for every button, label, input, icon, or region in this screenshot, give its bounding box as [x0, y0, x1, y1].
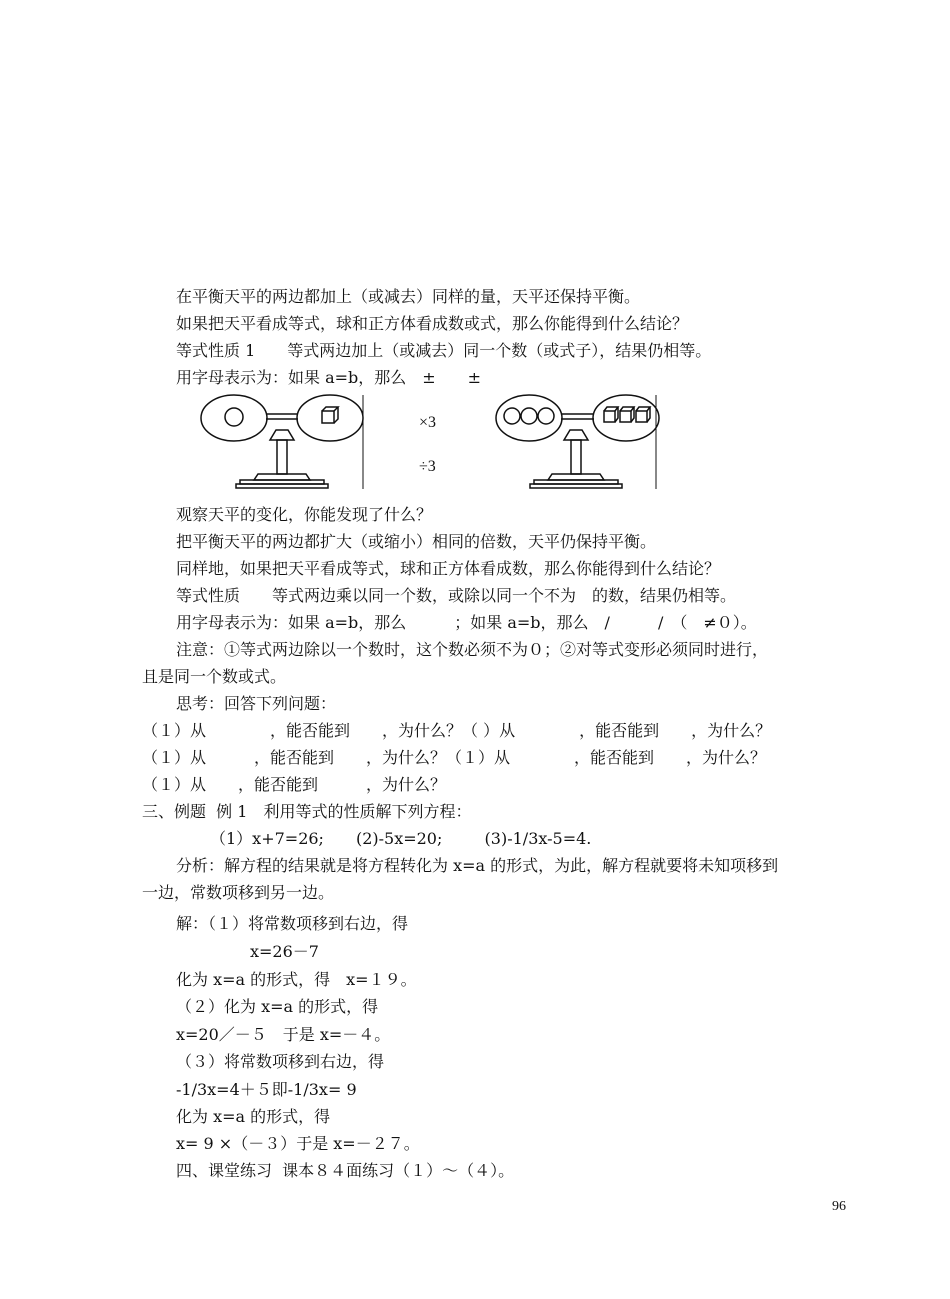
text-line: 分析：解方程的结果就是将方程转化为 x=a 的形式，为此，解方程就要将未知项移到: [176, 856, 779, 875]
text-line: 化为 x=a 的形式，得: [176, 1107, 331, 1126]
ball-icon: [538, 408, 554, 424]
equation-line: -1/3x=4＋５即-1/3x= 9: [176, 1080, 357, 1099]
section-heading: 三、例题 例 1 利用等式的性质解下列方程：: [142, 802, 472, 821]
cube-icon: [322, 407, 338, 423]
text-line: （２）化为 x=a 的形式，得: [176, 997, 379, 1016]
section-heading: 四、课堂练习 课本８４面练习（１）～（４）。: [176, 1161, 515, 1180]
text-line: 一边，常数项移到另一边。: [142, 883, 335, 902]
equation-list: （1）x+7=26; (2)-5x=20; (3)-1/3x-5=4.: [210, 829, 592, 848]
balance-figure: [0, 392, 950, 502]
balance-left: [201, 395, 363, 488]
cube-icon: [604, 407, 618, 422]
multiply-label: ×3: [419, 414, 437, 431]
text-line: 等式性质 等式两边乘以同一个数，或除以同一个不为 的数，结果仍相等。: [176, 586, 737, 605]
cube-icon: [620, 407, 634, 422]
ball-icon: [521, 408, 537, 424]
equation-line: x=20／－５ 于是 x=－４。: [176, 1025, 391, 1044]
text-line: （１）从 ，能否能到 ，为什么？（１）从 ，能否能到 ，为什么？: [142, 748, 767, 767]
text-line: 同样地，如果把天平看成等式，球和正方体看成数，那么你能得到什么结论？: [176, 559, 721, 578]
text-line: 把平衡天平的两边都扩大（或缩小）相同的倍数，天平仍保持平衡。: [176, 532, 657, 551]
text-line: 观察天平的变化，你能发现了什么？: [176, 505, 433, 524]
text-line: 思考：回答下列问题：: [176, 694, 337, 713]
text-line: 解：（１）将常数项移到右边，得: [176, 914, 409, 933]
text-line: （１）从 ，能否能到 ，为什么？: [142, 775, 447, 794]
text-line: 在平衡天平的两边都加上（或减去）同样的量，天平还保持平衡。: [176, 287, 641, 306]
balance-illustration: [0, 392, 950, 502]
text-line: 化为 x=a 的形式，得 x=１９。: [176, 970, 417, 989]
text-line: 等式性质 1 等式两边加上（或减去）同一个数（或式子），结果仍相等。: [176, 341, 712, 360]
text-line: （１）从 ，能否能到 ，为什么？（ ）从 ，能否能到 ，为什么？: [142, 721, 772, 740]
text-line: 且是同一个数或式。: [142, 667, 287, 686]
equation-line: x=26－7: [250, 942, 319, 961]
page-number: 96: [832, 1199, 846, 1214]
equation-line: x= 9 ×（－３）于是 x=－２７。: [176, 1134, 420, 1153]
text-line: 如果把天平看成等式，球和正方体看成数或式，那么你能得到什么结论？: [176, 314, 689, 333]
ball-icon: [504, 408, 520, 424]
divide-label: ÷3: [419, 458, 436, 475]
ball-icon: [225, 408, 243, 426]
text-line: 用字母表示为：如果 a=b，那么 ；如果 a=b，那么 / / （ ≠０）。: [176, 613, 757, 632]
text-line: 用字母表示为：如果 a=b，那么 ± ±: [176, 368, 482, 387]
balance-right: [496, 395, 659, 488]
text-line: 注意：①等式两边除以一个数时，这个数必须不为０；②对等式变形必须同时进行，: [176, 640, 769, 659]
text-line: （３）将常数项移到右边，得: [176, 1052, 385, 1071]
cube-icon: [636, 407, 650, 422]
